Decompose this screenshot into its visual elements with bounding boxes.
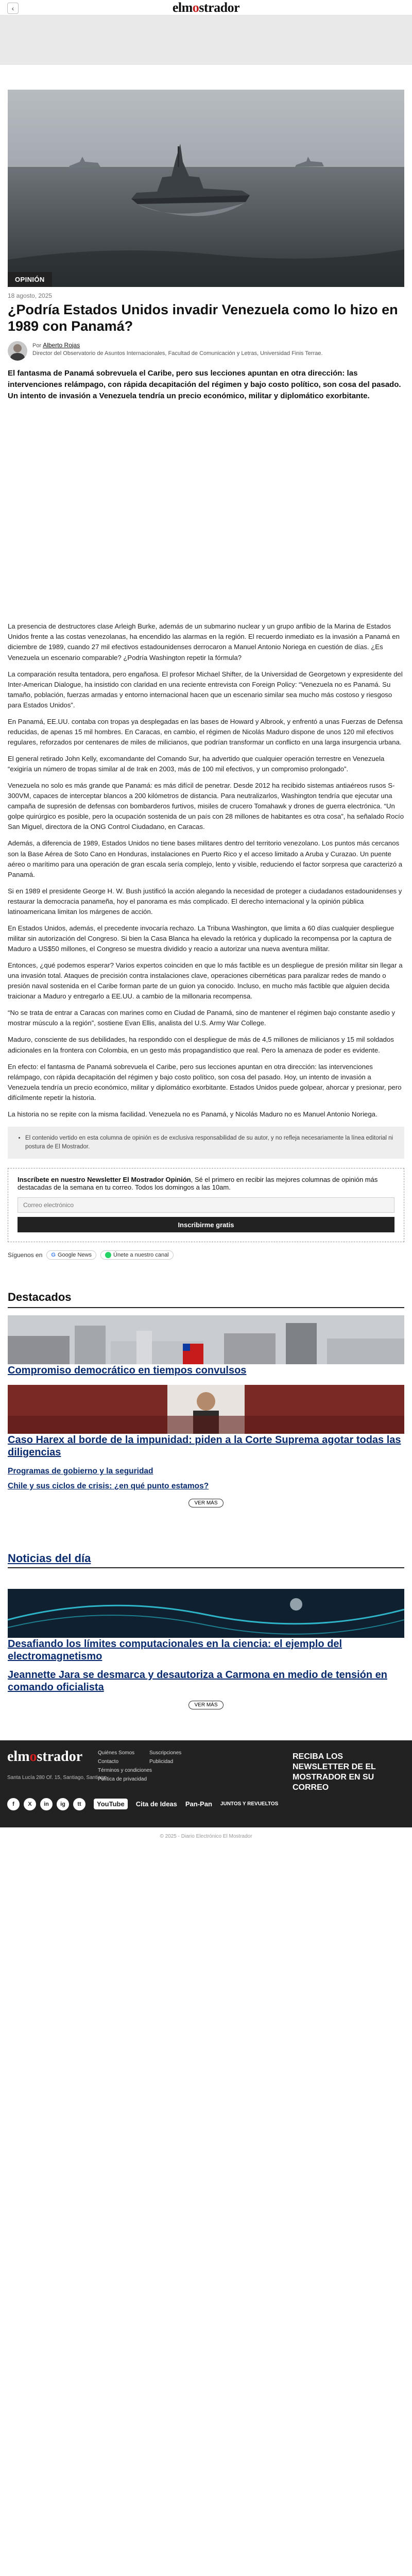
body-paragraph: El general retirado John Kelly, excomandante del Comando Sur, ha advertido que cualquier operación terrestre en Venezuela “exigiría un número de tropas similar al de Irak en 2003, más de 100 mil efectivos, y un compromiso prolongado”.: [8, 755, 385, 773]
ad-space: [8, 402, 404, 621]
body-paragraph: La presencia de destructores clase Arleigh Burke, además de un submarino nuclear y un grupo anfibio de la Marina de Estados Unidos frente a las costas venezolanas, ha encendido las alarmas en la región. El recuerdo inmediato es la invasión a Panamá en diciembre de 1989, cuando 27 mil efectivos estadounidenses derrocaron a Manuel Antonio Noriega en cuestión de días. ¿Es Venezuela un escenario comparable? ¿Podría Washington repetir la fórmula?: [8, 622, 400, 662]
whatsapp-channel-button[interactable]: [100, 1250, 174, 1260]
footer-link[interactable]: Quiénes Somos: [98, 1750, 135, 1756]
newsletter-title-rest: , Sé el primero en recibir las mejores columnas de opinión más destacadas de la semana en tu correo. Todos los domingos a las 10am.: [18, 1176, 378, 1192]
whatsapp-label: Únete a nuestro canal: [113, 1252, 169, 1259]
google-news-label: Google News: [57, 1252, 92, 1259]
author-box: [8, 341, 404, 361]
youtube-brand[interactable]: YouTube: [94, 1799, 128, 1809]
section-divider: [8, 1567, 404, 1568]
newsletter-title: [18, 1176, 394, 1191]
computing-science-image: [8, 1589, 404, 1638]
footer-social: [7, 1798, 278, 1810]
destacado-link[interactable]: Programas de gobierno y la seguridad: [8, 1467, 153, 1476]
card-image[interactable]: [8, 1589, 404, 1638]
body-paragraph: En Panamá, EE.UU. contaba con tropas ya desplegadas en las bases de Howard y Albrook, y enfrentó a unas Fuerzas de Defensa reducidas, de apenas 15 mil hombres. En Caracas, en cambio, el régimen de Nicolás Maduro dispone de unos 120 mil efectivos regulares, reforzados por centenares de miles de milicianos, que podrían transformar un conflicto en una larga insurgencia urbana.: [8, 717, 403, 746]
destacado-link[interactable]: Chile y sus ciclos de crisis: ¿en qué punto estamos?: [8, 1482, 209, 1490]
juntos-revueltos-brand[interactable]: JUNTOS Y REVUELTOS: [220, 1801, 279, 1807]
card-image[interactable]: [8, 1385, 404, 1434]
google-news-icon: G: [51, 1252, 56, 1259]
footer-logo[interactable]: elmostrador: [7, 1748, 83, 1765]
google-news-button[interactable]: [46, 1250, 96, 1260]
article-date: 18 agosto, 2025: [8, 292, 53, 299]
newsletter-title-bold: Inscríbete en nuestro Newsletter El Mostrador Opinión: [18, 1176, 191, 1184]
ad-banner-placeholder: [0, 15, 412, 65]
body-paragraph: La historia no se repite con la misma facilidad. Venezuela no es Panamá, y Nicolás Maduro no es Manuel Antonio Noriega.: [8, 1110, 377, 1118]
article-title: ¿Podría Estados Unidos invadir Venezuela como lo hizo en 1989 con Panamá?: [8, 302, 398, 334]
author-role: Director del Observatorio de Asuntos Internacionales, Facultad de Comunicación y Letras, Universidad Finis Terrae.: [32, 350, 323, 357]
harex-case-image: [8, 1385, 404, 1434]
body-paragraph: Si en 1989 el presidente George H. W. Bush justificó la acción alegando la necesidad de proteger a ciudadanos estadounidenses y restaurar la democracia panameña, hoy el panorama es más complicado. El derecho internacional y la opinión pública latinoamericana limitan los márgenes de acción.: [8, 887, 402, 916]
site-footer: [0, 1740, 412, 1827]
linkedin-icon[interactable]: in: [40, 1798, 53, 1810]
footer-address: Santa Lucía 280 Of. 15, Santiago, Santiago: [7, 1774, 107, 1781]
opinion-tag[interactable]: OPINIÓN: [8, 272, 52, 287]
footer-link[interactable]: Suscripciones: [149, 1750, 182, 1756]
disclaimer-box: [8, 1127, 404, 1159]
body-paragraph: Además, a diferencia de 1989, Estados Unidos no tiene bases militares dentro del territorio venezolano. Los puntos más cercanos son la Base Aérea de Soto Cano en Honduras, instalaciones en Puerto Rico y el acceso limitado a Aruba y Curazao. Un puente aéreo o marítimo para una operación de gran escala sería complejo, lento y visible, reduciendo el factor sorpresa que caracterizó a Panamá.: [8, 839, 403, 878]
newsletter-subscribe-button[interactable]: Inscribirme gratis: [18, 1217, 394, 1232]
follow-bar: [8, 1250, 404, 1260]
article-body: [8, 621, 404, 1120]
section-destacados-title: Destacados: [8, 1291, 404, 1308]
body-paragraph: Venezuela no solo es más grande que Panamá: es más difícil de penetrar. Desde 2012 ha recibido sistemas antiaéreos rusos S-300VM, capaces de interceptar blancos a 200 kilómetros de distancia. Para neutralizarlos, Washington tendría que ejecutar una campaña de supresión de defensas con bombarderos furtivos, misiles de crucero Tomahawk y drones de guerra electrónica. “Un golpe quirúrgico es posible, pero la ocupación sostenida de un país con 28 millones de habitantes es otra cosa”, ha señalado Rocío San Miguel, directora de la ONG Control Ciudadano, en Caracas.: [8, 782, 404, 831]
top-bar: [0, 0, 412, 15]
footer-newsletter-cta[interactable]: RECIBA LOS NEWSLETTER DE EL MOSTRADOR EN SU CORREO: [293, 1752, 376, 1792]
footer-link[interactable]: Publicidad: [149, 1758, 174, 1765]
author-avatar: [8, 341, 27, 361]
author-info: [32, 341, 323, 358]
noticias-more-button[interactable]: VER MÁS: [188, 1701, 223, 1709]
newsletter-box: [8, 1168, 404, 1242]
body-paragraph: En efecto: el fantasma de Panamá sobrevuela el Caribe, pero sus lecciones apuntan en otra dirección: las intervenciones relámpago, con rápida decapitación del régimen y bajo costo político, son cosa del pasado. Hoy, un intento de invasión a Venezuela tendría un precio económico, militar y diplomático exorbitante. Estados Unidos puede golpear, ahorcar y presionar, pero difícilmente repetir la historia.: [8, 1062, 402, 1101]
body-paragraph: “No se trata de entrar a Caracas con marines como en Ciudad de Panamá, sino de mantener el régimen bajo constante asedio y mostrar músculo a la región”, sostiene Evan Ellis, analista del U.S. Army War College.: [8, 1009, 396, 1027]
footer-link[interactable]: Términos y condiciones: [98, 1767, 152, 1773]
body-paragraph: Entonces, ¿qué podemos esperar? Varios expertos coinciden en que lo más factible es un despliegue de presión militar sin llegar a una invasión total. Ataques de precisión contra instalaciones clave, operaciones cibernéticas para paralizar redes de mando o presión naval sostenida en el Caribe forman parte de un guion ya conocido. Incluso, en mucho más factible que alguien decida traicionar a Maduro y entregarlo a EE.UU. a cambio de la millonaria recompensa.: [8, 961, 403, 1001]
author-name-link[interactable]: Alberto Rojas: [43, 341, 80, 349]
pan-pan-brand[interactable]: Pan-Pan: [185, 1800, 212, 1808]
instagram-icon[interactable]: ig: [57, 1798, 69, 1810]
follow-label: Síguenos en: [8, 1251, 43, 1259]
newsletter-email-input[interactable]: [18, 1197, 394, 1213]
site-logo[interactable]: elmostrador: [172, 0, 240, 15]
body-paragraph: La comparación resulta tentadora, pero engañosa. El profesor Michael Shifter, de la Universidad de Georgetown y expresidente del Inter-American Dialogue, ha insistido con claridad en una reciente entrevista con Foreign Policy: “Venezuela no es Panamá. Su tamaño, población, fuerzas armadas y entorno internacional hacen que un escenario similar sea mucho más costoso y riesgoso para Estados Unidos”.: [8, 670, 403, 709]
destacados-more-button[interactable]: VER MÁS: [188, 1499, 223, 1507]
facebook-icon[interactable]: f: [7, 1798, 20, 1810]
copyright: © 2025 - Diario Electrónico El Mostrador: [0, 1827, 412, 1846]
whatsapp-icon: [105, 1252, 111, 1258]
footer-link[interactable]: Contacto: [98, 1758, 119, 1765]
destacado-card-title[interactable]: Caso Harex al borde de la impunidad: piden a la Corte Suprema agotar todas las diligencias: [8, 1434, 401, 1459]
x-icon[interactable]: X: [24, 1798, 36, 1810]
hero-image: [8, 90, 404, 287]
back-arrow-icon[interactable]: ‹: [7, 3, 19, 14]
author-prefix: Por: [32, 342, 42, 349]
footer-link[interactable]: Política de privacidad: [98, 1776, 147, 1782]
noticia-card-title[interactable]: Desafiando los límites computacionales en la ciencia: el ejemplo del electromagnetismo: [8, 1638, 342, 1662]
noticia-link[interactable]: Jeannette Jara se desmarca y desautoriza a Carmona en medio de tensión en comando oficialista: [8, 1669, 387, 1693]
card-image[interactable]: [8, 1315, 404, 1364]
article-lead: El fantasma de Panamá sobrevuela el Caribe, pero sus lecciones apuntan en otra dirección: las intervenciones relámpago, con rápida decapitación del régimen y bajo costo político, son cosa del pasado. Un intento de invasión a Venezuela tendría un precio económico, militar y diplomático exorbitante.: [8, 368, 401, 401]
body-paragraph: Maduro, consciente de sus debilidades, ha respondido con el despliegue de más de 4,5 millones de milicianos y 15 mil soldados adicionales en la frontera con Colombia, en un gesto más propagandístico que real. Pero la amenaza de poder es evidente.: [8, 1036, 394, 1054]
tiktok-icon[interactable]: tt: [73, 1798, 85, 1810]
footer-links-2: [149, 1749, 181, 1766]
city-skyline-image: [8, 1315, 404, 1364]
disclaimer-text: • El contenido vertido en esta columna de opinión es de exclusiva responsabilidad de su autor, y no refleja necesariamente la línea editorial ni postura de El Mostrador.: [25, 1134, 395, 1152]
body-paragraph: En Estados Unidos, además, el precedente invocaría rechazo. La Tribuna Washington, que limita a 60 días cualquier despliegue militar sin autorización del Congreso. Si bien la Casa Blanca ha elevado la retórica y duplicado la recompensa por la captura de Maduro a US$50 millones, el Congreso se muestra dividido y reacio a autorizar una nueva aventura militar.: [8, 924, 394, 953]
cita-de-ideas-brand[interactable]: Cita de Ideas: [135, 1800, 177, 1808]
article: [8, 292, 404, 1709]
section-noticias-title[interactable]: Noticias del día: [8, 1551, 91, 1565]
destacado-card-title[interactable]: Compromiso democrático en tiempos convulsos: [8, 1365, 247, 1377]
hero-warship-illustration: [8, 90, 404, 287]
